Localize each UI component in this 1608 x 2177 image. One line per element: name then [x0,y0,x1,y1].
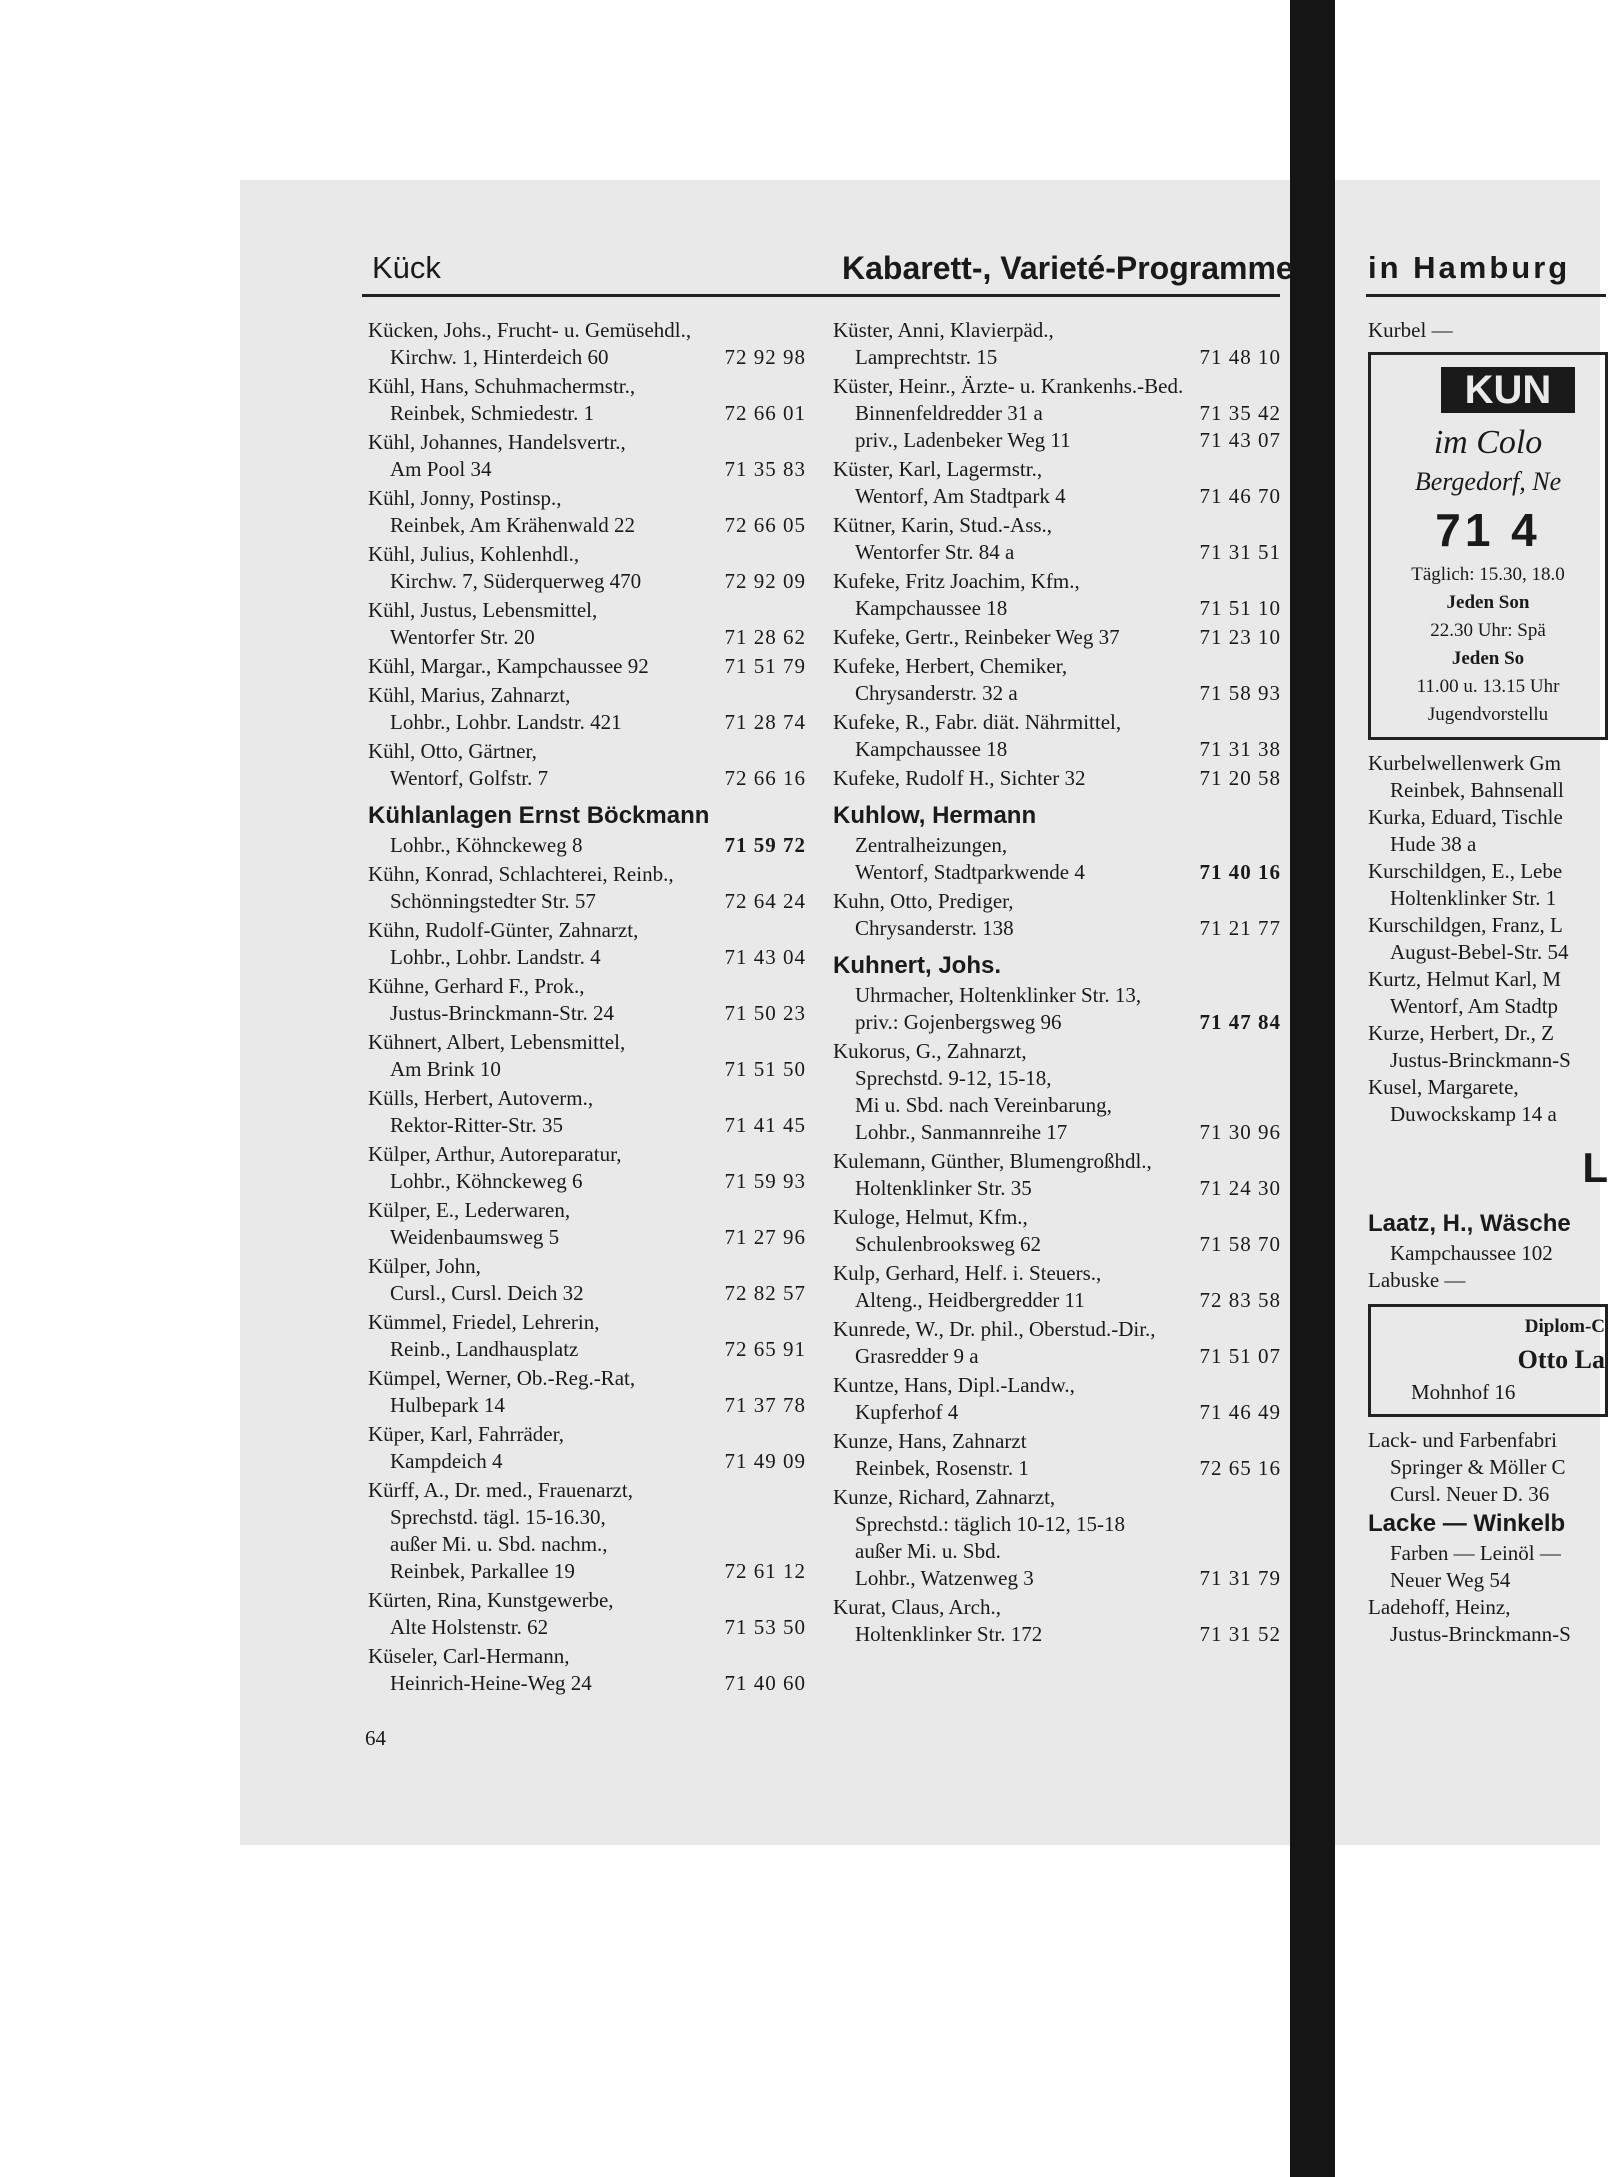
entry-name: Kurschildgen, E., Lebe [1368,859,1563,883]
entry-detail: Heinrich-Heine-Weg 24 71 40 60 [390,1671,806,1695]
phone-number: 71 24 30 [1199,1176,1281,1200]
entry-name: Kulp, Gerhard, Helf. i. Steuers., [833,1261,1102,1285]
directory-entry [368,1141,806,1195]
directory-entry [368,541,806,595]
directory-entry [368,800,806,859]
entry-name: Kuhlow, Hermann [833,802,1037,829]
directory-entry [833,709,1281,763]
laatz-address: Kampchaussee 102 [1390,1241,1553,1265]
lacke-line-1: Farben — Leinöl — [1390,1541,1561,1565]
entry-detail: Lohbr., Sanmannreihe 17 71 30 96 [855,1120,1281,1144]
phone-number: 72 65 91 [724,1337,806,1361]
entry-name: Kühn, Rudolf-Günter, Zahnarzt, [368,918,639,942]
entry-name: Kümpel, Werner, Ob.-Reg.-Rat, [368,1366,636,1390]
phone-number: 71 43 07 [1199,428,1281,452]
directory-entry [833,512,1281,566]
entry-detail: Wentorf, Golfstr. 7 72 66 16 [390,766,806,790]
laatz-entry: Laatz, H., Wäsche [1368,1210,1571,1237]
phone-number: 71 31 51 [1199,540,1281,564]
directory-entry [833,1594,1281,1648]
entry-name: Kurka, Eduard, Tischle [1368,805,1563,829]
phone-number: 72 61 12 [724,1559,806,1583]
labuske-heading: Labuske — [1368,1268,1466,1292]
entry-name: Kuloge, Helmut, Kfm., [833,1205,1028,1229]
diplom-name: Otto La [1517,1345,1605,1374]
directory-entry [833,1260,1281,1314]
entry-detail: Wentorf, Stadtparkwende 4 71 40 16 [855,860,1281,884]
entry-name: Kurschildgen, Franz, L [1368,913,1563,937]
directory-entry [368,917,806,971]
phone-number: 71 50 23 [724,1001,806,1025]
entry-detail: Kirchw. 7, Süderquerweg 470 72 92 09 [390,569,806,593]
directory-entry [368,1365,806,1419]
entry-name: Külper, John, [368,1254,481,1278]
entry-name: Kühl, Otto, Gärtner, [368,739,537,763]
directory-entry [368,861,806,915]
running-head-right: in Hamburg [1368,250,1571,285]
entry-detail: Kampchaussee 18 71 51 10 [855,596,1281,620]
phone-number: 71 40 60 [724,1671,806,1695]
entry-detail: Sprechstd. tägl. 15-16.30, [390,1505,606,1529]
entry-name: Kühl, Hans, Schuhmachermstr., [368,374,636,398]
directory-column-3 [1368,317,1608,1648]
directory-entry [368,682,806,736]
lack-line-2: Springer & Möller C [1390,1455,1566,1479]
entry-name: Kühne, Gerhard F., Prok., [368,974,585,998]
phone-number: 71 31 79 [1199,1566,1281,1590]
entry-detail: Lamprechtstr. 15 71 48 10 [855,345,1281,369]
entry-name: Kurat, Claus, Arch., [833,1595,1001,1619]
entry-detail: Reinbek, Rosenstr. 1 72 65 16 [855,1456,1281,1480]
diplom-address: Mohnhof 16 [1411,1380,1516,1404]
entry-detail: Cursl., Cursl. Deich 32 72 82 57 [390,1281,806,1305]
lacke-line-2: Neuer Weg 54 [1390,1568,1511,1592]
entry-detail: Duwockskamp 14 a [1390,1102,1557,1126]
ad-times-5: 11.00 u. 13.15 Uhr [1416,676,1560,697]
entry-name: Kütner, Karin, Stud.-Ass., [833,513,1053,537]
entry-detail: priv., Ladenbeker Weg 11 71 43 07 [855,428,1281,452]
entry-detail: Lohbr., Lohbr. Landstr. 4 71 43 04 [390,945,806,969]
entry-name: Küster, Anni, Klavierpäd., [833,318,1054,342]
directory-entry [368,1587,806,1641]
entry-name: Külper, E., Lederwaren, [368,1198,571,1222]
entry-detail: Reinbek, Am Krähenwald 22 72 66 05 [390,513,806,537]
phone-number: 71 21 77 [1199,916,1281,940]
entry-name: Kühl, Johannes, Handelsvertr., [368,430,626,454]
entry-name: Kunze, Hans, Zahnarzt [833,1429,1027,1453]
directory-entry [833,888,1281,942]
ad-times-4: Jeden So [1451,648,1525,669]
phone-number: 71 47 84 [1199,1010,1281,1034]
ladehoff-line-1: Ladehoff, Heinz, [1368,1595,1511,1619]
entry-name: Küster, Karl, Lagermstr., [833,457,1043,481]
phone-number: 72 82 57 [724,1281,806,1305]
phone-number: 71 58 93 [1199,681,1281,705]
entry-name: Kühlanlagen Ernst Böckmann [368,802,710,829]
entry-detail: Kampdeich 4 71 49 09 [390,1449,806,1473]
entry-detail: Sprechstd. 9-12, 15-18, [855,1066,1052,1090]
directory-entry [368,1643,806,1697]
phone-number: 72 83 58 [1199,1288,1281,1312]
phone-number: 71 58 70 [1199,1232,1281,1256]
directory-entry [368,1421,806,1475]
section-letter: L [1582,1144,1608,1191]
entry-detail: Holtenklinker Str. 35 71 24 30 [855,1176,1281,1200]
directory-entry [833,1372,1281,1426]
entry-detail: Binnenfeldredder 31 a 71 35 42 [855,401,1281,425]
directory-column-2 [833,317,1281,1650]
entry-detail: Hude 38 a [1390,832,1477,856]
entry-detail: Grasredder 9 a 71 51 07 [855,1344,1281,1368]
column-3-entries [1368,750,1608,1128]
entry-detail: Wentorfer Str. 20 71 28 62 [390,625,806,649]
entry-name: Kümmel, Friedel, Lehrerin, [368,1310,600,1334]
phone-number: 71 53 50 [724,1615,806,1639]
phone-number: 72 92 98 [724,345,806,369]
phone-number: 71 59 93 [724,1169,806,1193]
entry-detail: Justus-Brinckmann-Str. 24 71 50 23 [390,1001,806,1025]
entry-detail: Kupferhof 4 71 46 49 [855,1400,1281,1424]
directory-entry [833,1316,1281,1370]
phone-number: 71 20 58 [1199,766,1281,790]
entry-name: Kufeke, Herbert, Chemiker, [833,654,1068,678]
entry-detail: Lohbr., Lohbr. Landstr. 421 71 28 74 [390,710,806,734]
entry-name: Kuhn, Otto, Prediger, [833,889,1014,913]
directory-entry [833,1204,1281,1258]
entry-detail: Uhrmacher, Holtenklinker Str. 13, [855,983,1142,1007]
directory-entry [368,1309,806,1363]
phone-number: 71 23 10 [1199,625,1281,649]
entry-detail: Zentralheizungen, [855,833,1008,857]
entry-detail: Alteng., Heidbergredder 11 72 83 58 [855,1288,1281,1312]
lack-line-3: Cursl. Neuer D. 36 [1390,1482,1550,1506]
directory-column-1 [368,317,806,1699]
entry-name: Kühl, Justus, Lebensmittel, [368,598,598,622]
entry-detail: Schulenbrooksweg 62 71 58 70 [855,1232,1281,1256]
phone-number: 71 51 10 [1199,596,1281,620]
running-head-middle: Kabarett-, Varieté-Programme [842,250,1294,286]
entry-detail: außer Mi. u. Sbd. nachm., [390,1532,608,1556]
directory-entry [368,1029,806,1083]
entry-detail: Chrysanderstr. 32 a 71 58 93 [855,681,1281,705]
phone-number: 71 59 72 [724,833,806,857]
entry-name: Kücken, Johs., Frucht- u. Gemüsehdl., [368,318,692,342]
entry-detail: Holtenklinker Str. 172 71 31 52 [855,1622,1281,1646]
phone-number: 71 37 78 [724,1393,806,1417]
entry-name: Kusel, Margarete, [1368,1075,1519,1099]
phone-number: 71 30 96 [1199,1120,1281,1144]
directory-entry [833,317,1281,371]
phone-number: 71 51 79 [724,654,806,678]
entry-detail: Am Brink 10 71 51 50 [390,1057,806,1081]
phone-number: 71 28 62 [724,625,806,649]
directory-entry [368,317,806,371]
phone-number: 71 40 16 [1199,860,1281,884]
ad-times-6: Jugendvorstellu [1427,704,1549,725]
entry-detail: Chrysanderstr. 138 71 21 77 [855,916,1281,940]
ladehoff-line-2: Justus-Brinckmann-S [1390,1622,1571,1646]
entry-name: Küster, Heinr., Ärzte- u. Krankenhs.-Bed. [833,374,1184,398]
entry-detail: Hulbepark 14 71 37 78 [390,1393,806,1417]
phone-number: 71 31 52 [1199,1622,1281,1646]
entry-detail: Schönningstedter Str. 57 72 64 24 [390,889,806,913]
phone-number: 72 66 16 [724,766,806,790]
entry-name: Kulemann, Günther, Blumengroßhdl., [833,1149,1152,1173]
directory-entry [833,653,1281,707]
entry-name: Kurze, Herbert, Dr., Z [1368,1021,1555,1045]
entry-name: Kühl, Margar., Kampchaussee 92 71 51 79 [368,654,806,678]
directory-entry [368,973,806,1027]
phone-number: 72 65 16 [1199,1456,1281,1480]
running-head-left: Kück [372,250,441,285]
entry-detail: Wentorf, Am Stadtpark 4 71 46 70 [855,484,1281,508]
entry-detail: Reinb., Landhausplatz 72 65 91 [390,1337,806,1361]
entry-detail: priv.: Gojenbergsweg 96 71 47 84 [855,1010,1281,1034]
entry-detail: Holtenklinker Str. 1 [1390,886,1557,910]
entry-detail: Lohbr., Köhnckeweg 6 71 59 93 [390,1169,806,1193]
cinema-advertisement [1368,352,1608,740]
entry-name: Kurbelwellenwerk Gm [1368,751,1562,775]
ad-times-1: Täglich: 15.30, 18.0 [1411,564,1565,585]
entry-name: Kühl, Marius, Zahnarzt, [368,683,571,707]
entry-detail: Rektor-Ritter-Str. 35 71 41 45 [390,1113,806,1137]
phone-number: 71 48 10 [1199,345,1281,369]
entry-name: Kürff, A., Dr. med., Frauenarzt, [368,1478,633,1502]
binding-strip [1290,0,1335,2177]
entry-detail: Kirchw. 1, Hinterdeich 60 72 92 98 [390,345,806,369]
entry-name: Kufeke, Fritz Joachim, Kfm., [833,569,1080,593]
directory-entry [368,1085,806,1139]
page-number: 64 [365,1726,386,1750]
entry-detail: Sprechstd.: täglich 10-12, 15-18 [855,1512,1126,1536]
directory-entry [368,1197,806,1251]
entry-detail: Lohbr., Köhnckeweg 8 71 59 72 [390,833,806,857]
phone-number: 71 35 42 [1199,401,1281,425]
lack-line-1: Lack- und Farbenfabri [1368,1428,1557,1452]
entry-detail: Lohbr., Watzenweg 3 71 31 79 [855,1566,1281,1590]
entry-name: Kühl, Julius, Kohlenhdl., [368,542,580,566]
entry-detail: Reinbek, Parkallee 19 72 61 12 [390,1559,806,1583]
entry-detail: Reinbek, Bahnsenall [1390,778,1564,802]
entry-name: Kufeke, R., Fabr. diät. Nährmittel, [833,710,1122,734]
directory-entry [833,1038,1281,1146]
directory-entry [833,1428,1281,1482]
entry-detail: Wentorf, Am Stadtp [1390,994,1559,1018]
entry-detail: Wentorfer Str. 84 a 71 31 51 [855,540,1281,564]
directory-entry [368,597,806,651]
directory-entry [833,1484,1281,1592]
phone-number: 71 46 49 [1199,1400,1281,1424]
diplom-title: Diplom-C [1524,1316,1605,1337]
entry-name: Külls, Herbert, Autoverm., [368,1086,594,1110]
ad-phone: 71 4 [1435,504,1541,556]
directory-entry [368,1477,806,1585]
entry-name: Külper, Arthur, Autoreparatur, [368,1142,622,1166]
phone-number: 71 35 83 [724,457,806,481]
entry-detail: Kampchaussee 18 71 31 38 [855,737,1281,761]
directory-entry [368,1253,806,1307]
entry-detail: Justus-Brinckmann-S [1390,1048,1571,1072]
directory-entry [368,485,806,539]
entry-detail: Mi u. Sbd. nach Vereinbarung, [855,1093,1112,1117]
phone-number: 71 43 04 [724,945,806,969]
phone-number: 72 66 05 [724,513,806,537]
header-rule-right [1366,294,1606,297]
cinema-logo: KUN [1441,367,1575,413]
phone-number: 72 66 01 [724,401,806,425]
kurbel-heading: Kurbel — [1368,318,1453,342]
phone-number: 71 31 38 [1199,737,1281,761]
entry-detail: außer Mi. u. Sbd. [855,1539,1001,1563]
phone-number: 72 92 09 [724,569,806,593]
entry-name: Kühnert, Albert, Lebensmittel, [368,1030,626,1054]
directory-entry [833,800,1281,886]
phone-number: 71 27 96 [724,1225,806,1249]
entry-name: Küper, Karl, Fahrräder, [368,1422,564,1446]
phone-number: 71 51 50 [724,1057,806,1081]
entry-name: Kufeke, Gertr., Reinbeker Weg 37 71 23 10 [833,625,1281,649]
directory-entry [368,373,806,427]
phone-number: 71 49 09 [724,1449,806,1473]
entry-name: Kühn, Konrad, Schlachterei, Reinb., [368,862,674,886]
lacke-heading: Lacke — Winkelb [1368,1510,1566,1537]
entry-name: Kühl, Jonny, Postinsp., [368,486,562,510]
directory-entry [833,568,1281,622]
entry-name: Kurtz, Helmut Karl, M [1368,967,1562,991]
phone-number: 72 64 24 [724,889,806,913]
directory-entry [368,653,806,680]
entry-name: Küseler, Carl-Hermann, [368,1644,570,1668]
directory-entry [833,373,1281,454]
entry-detail: Reinbek, Schmiedestr. 1 72 66 01 [390,401,806,425]
entry-detail: August-Bebel-Str. 54 [1390,940,1569,964]
phone-number: 71 46 70 [1199,484,1281,508]
directory-entry [833,950,1281,1036]
entry-detail: Am Pool 34 71 35 83 [390,457,806,481]
entry-name: Kufeke, Rudolf H., Sichter 32 71 20 58 [833,766,1281,790]
phone-number: 71 51 07 [1199,1344,1281,1368]
entry-detail: Weidenbaumsweg 5 71 27 96 [390,1225,806,1249]
ad-venue-script: im Colo [1433,424,1543,461]
entry-name: Kunrede, W., Dr. phil., Oberstud.-Dir., [833,1317,1156,1341]
directory-entry [833,456,1281,510]
entry-name: Kukorus, G., Zahnarzt, [833,1039,1027,1063]
directory-entry [833,765,1281,792]
entry-name: Kuhnert, Johs. [833,952,1002,979]
ad-location: Bergedorf, Ne [1414,467,1562,496]
entry-name: Kuntze, Hans, Dipl.-Landw., [833,1373,1075,1397]
ad-times-2: Jeden Son [1446,592,1530,613]
entry-detail: Alte Holstenstr. 62 71 53 50 [390,1615,806,1639]
phone-number: 71 41 45 [724,1113,806,1137]
directory-entry [368,429,806,483]
directory-entry [833,624,1281,651]
directory-entry [368,738,806,792]
directory-entry [833,1148,1281,1202]
entry-name: Kürten, Rina, Kunstgewerbe, [368,1588,614,1612]
ad-times-3: 22.30 Uhr: Spä [1430,620,1546,641]
diplom-advertisement [1368,1304,1608,1417]
header-rule-left [362,294,1280,297]
phone-number: 71 28 74 [724,710,806,734]
entry-name: Kunze, Richard, Zahnarzt, [833,1485,1056,1509]
